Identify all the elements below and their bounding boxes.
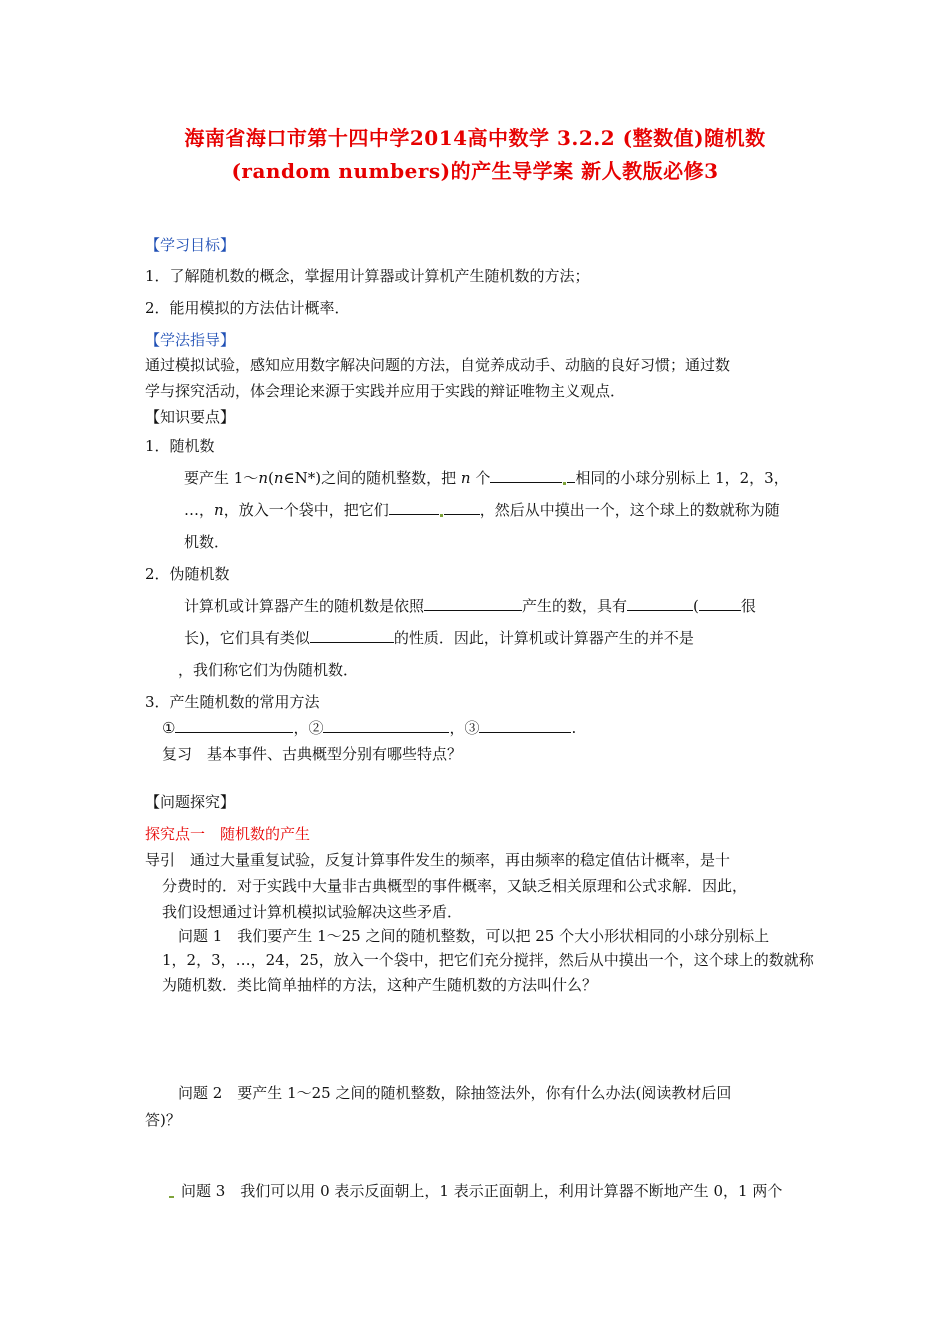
question-1-line-3: 为随机数．类比简单抽样的方法，这种产生随机数的方法叫什么？	[162, 976, 598, 994]
guide-line-1: 导引 通过大量重复试验，反复计算事件发生的频率，再由频率的稳定值估计概率，是十	[145, 851, 731, 869]
fill-blank[interactable]	[424, 596, 522, 611]
fill-blank[interactable]	[479, 718, 571, 733]
method-heading: 【学法指导】	[145, 331, 236, 349]
fill-blank[interactable]	[699, 596, 741, 611]
section-3-line-1: ① ，② ，③ .	[162, 719, 577, 737]
method-line-2: 学与探究活动，体会理论来源于实践并应用于实践的辩证唯物主义观点．	[145, 382, 626, 400]
section-2-line-1: 计算机或计算器产生的随机数是依照 产生的数，具有 ( 很	[184, 597, 756, 615]
green-mark	[563, 482, 566, 485]
doc-title-line1: 海南省海口市第十四中学2014高中数学 3.2.2 (整数值)随机数	[184, 126, 766, 150]
green-mark	[440, 514, 443, 517]
section-2-line-2: 长)，它们具有类似 的性质．因此，计算机或计算器产生的并不是	[184, 629, 694, 647]
explore-heading: 【问题探究】	[145, 793, 236, 811]
knowledge-heading: 【知识要点】	[145, 408, 236, 426]
goals-heading: 【学习目标】	[145, 236, 236, 254]
section-1-line-2: …，n，放入一个袋中，把它们 ，然后从中摸出一个，这个球上的数就称为随	[184, 501, 780, 519]
green-mark	[169, 1196, 174, 1198]
fill-blank[interactable]	[490, 468, 562, 483]
section-2-title: 2．伪随机数	[145, 565, 230, 583]
goal-item-2: 2．能用模拟的方法估计概率．	[145, 299, 350, 317]
doc-title-line2: (random numbers)的产生导学案 新人教版必修3	[231, 159, 719, 183]
fill-blank[interactable]	[389, 500, 439, 515]
goal-item-1: 1．了解随机数的概念，掌握用计算器或计算机产生随机数的方法；	[145, 267, 590, 285]
section-2-line-3: ，我们称它们为伪随机数．	[178, 661, 359, 679]
fill-blank[interactable]	[627, 596, 693, 611]
guide-line-2: 分费时的．对于实践中大量非古典概型的事件概率，又缺乏相关原理和公式求解．因此，	[162, 877, 748, 895]
section-1-line-1: 要产生 1～n(n∈N*)之间的随机整数，把 n 个 相同的小球分别标上 1，2，3，	[184, 469, 789, 487]
fill-blank[interactable]	[175, 718, 293, 733]
question-2-line-1: 问题 2 要产生 1～25 之间的随机整数，除抽签法外，你有什么办法(阅读教材后回	[178, 1084, 732, 1102]
question-2-line-2: 答)？	[145, 1111, 181, 1129]
guide-line-3: 我们设想通过计算机模拟试验解决这些矛盾．	[162, 903, 463, 921]
question-1-line-1: 问题 1 我们要产生 1～25 之间的随机整数，可以把 25 个大小形状相同的小球分别标上	[178, 927, 770, 945]
question-1-line-2: 1，2，3，…，24，25，放入一个袋中，把它们充分搅拌，然后从中摸出一个，这个球上的数就称	[162, 951, 814, 969]
question-3-line-1: 问题 3 我们可以用 0 表示反面朝上，1 表示正面朝上，利用计算器不断地产生 0，1 两个	[168, 1181, 782, 1201]
section-3-title: 3．产生随机数的常用方法	[145, 693, 320, 711]
method-line-1: 通过模拟试验，感知应用数字解决问题的方法，自觉养成动手、动脑的良好习惯；通过数	[145, 356, 731, 374]
section-1-line-3: 机数．	[184, 533, 230, 551]
section-1-title: 1．随机数	[145, 437, 215, 455]
fill-blank[interactable]	[323, 718, 449, 733]
fill-blank[interactable]	[310, 628, 394, 643]
explore-point-1: 探究点一 随机数的产生	[145, 825, 311, 843]
fill-blank[interactable]	[444, 500, 480, 515]
review-question: 复习 基本事件、古典概型分别有哪些特点？	[162, 745, 463, 763]
